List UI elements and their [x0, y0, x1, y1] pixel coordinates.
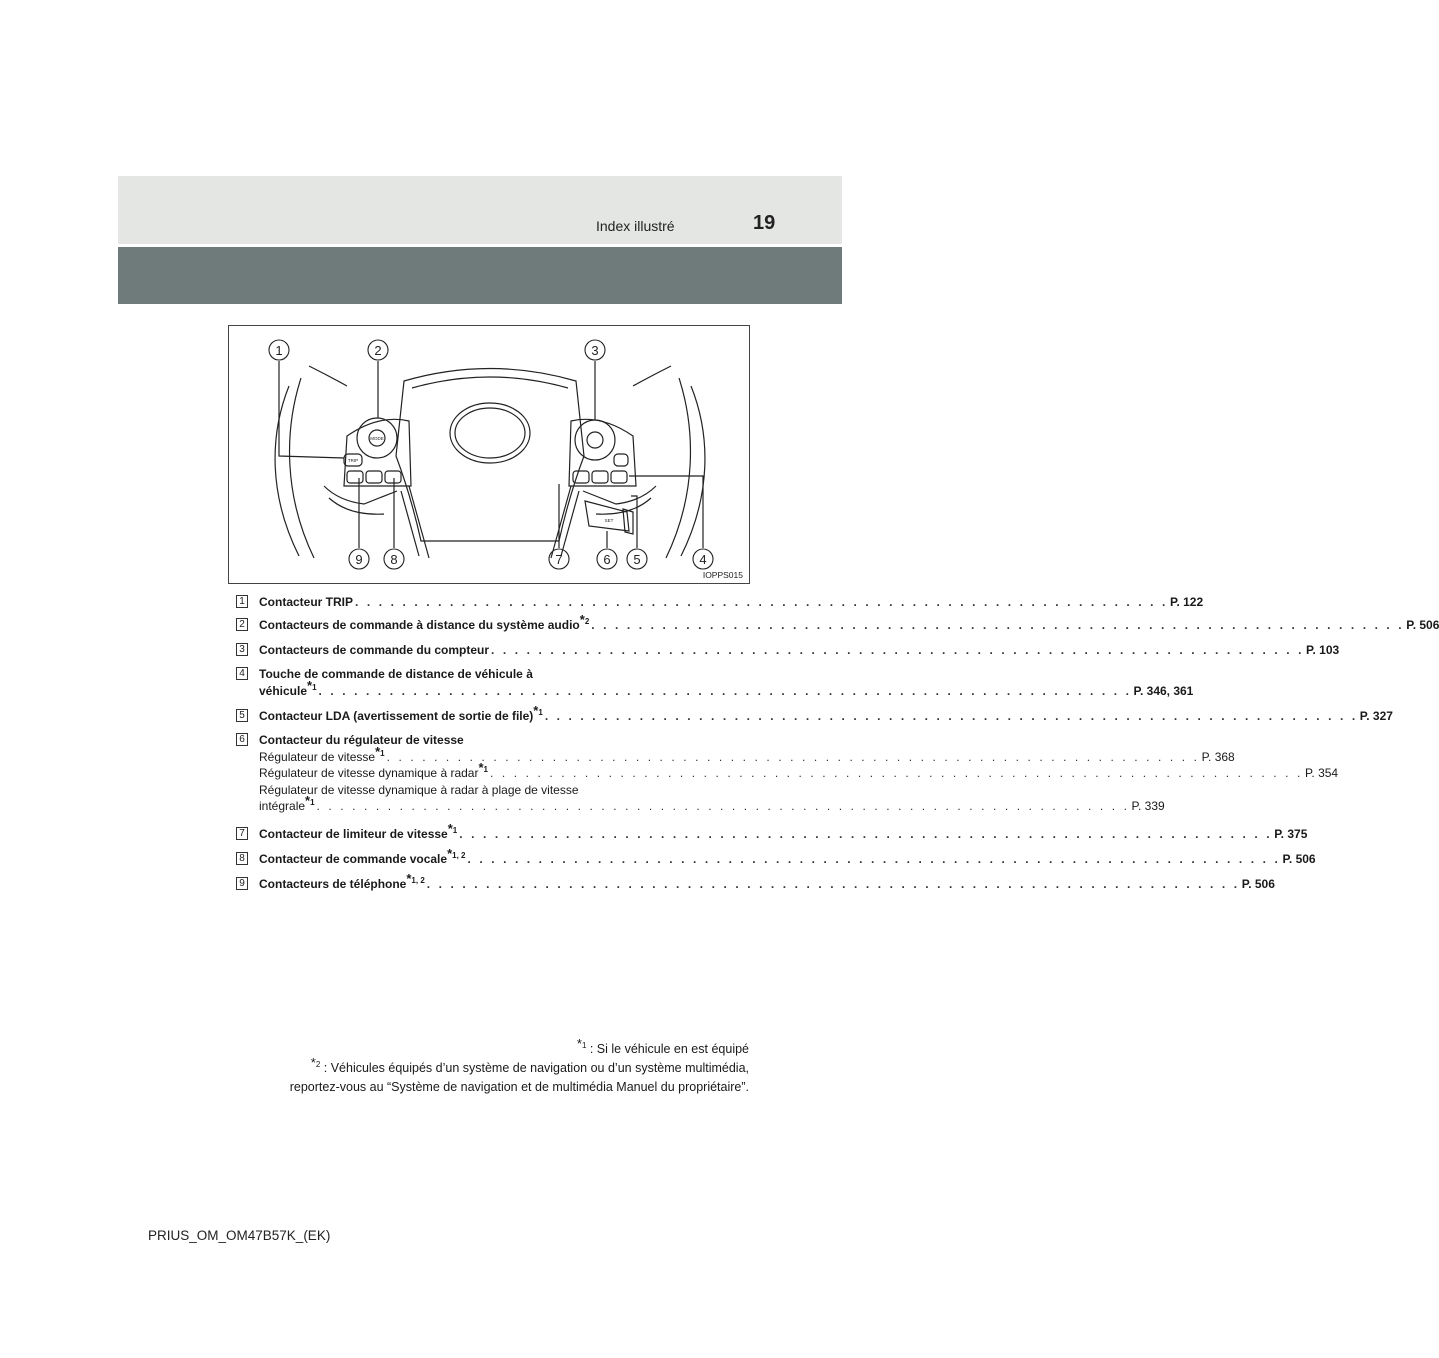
page-number: 19: [753, 212, 776, 234]
section-title: Index illustré: [596, 218, 675, 234]
callout-1: 1: [275, 343, 283, 358]
set-lever-label: SET: [604, 518, 614, 523]
footnote-2-continued: reportez-vous au “Système de navigation et de multimédia Manuel du propriétaire”.: [289, 1080, 749, 1094]
index-entry-3: 3 Contacteurs de commande du compteur . . . . . . . . . . . . . . . . . . . . . . . . . . . . . . . . . . . . . . . . . . . . . . . . . . . . . . . . . . . . . . . . . . . . . P. 103: [236, 642, 726, 659]
entry-number: 7: [236, 827, 248, 840]
entry-label: Contacteur TRIP: [259, 595, 354, 609]
entry-number: 5: [236, 709, 248, 722]
sub-entry-page-ref: P. 354: [1304, 766, 1339, 780]
callout-9: 9: [355, 552, 363, 567]
callout-8: 8: [390, 552, 398, 567]
sub-entry-page-ref: P. 339: [1131, 799, 1165, 813]
entry-label: Contacteur de commande vocale: [259, 852, 448, 866]
entry-label: Contacteurs de commande à distance du système audio: [259, 618, 580, 632]
index-entry-5: 5 Contacteur LDA (avertissement de sortie de file)$^{*1}$ . . . . . . . . . . . . . . . . . . . . . . . . . . . . . . . . . . . . . . . . . . . . . . . . . . . . . . . . . . . . . . . . . . . . . P. 327: [236, 708, 726, 725]
entry-page-ref: P. 122: [1169, 595, 1204, 609]
index-entry-9: 9 Contacteurs de téléphone$^{*1, 2}$ . . . . . . . . . . . . . . . . . . . . . . . . . . . . . . . . . . . . . . . . . . . . . . . . . . . . . . . . . . . . . . . . . . . . . P. 506: [236, 876, 726, 893]
entry-page-ref: P. 506: [1406, 618, 1439, 632]
callout-3: 3: [591, 343, 599, 358]
sub-entry-label-line1: Régulateur de vitesse dynamique à radar à plage de vitesse: [259, 782, 579, 797]
entry-number: 8: [236, 852, 248, 865]
header-dark-band: [118, 247, 842, 304]
entry-label: Contacteurs de téléphone: [259, 877, 407, 891]
callout-7: 7: [555, 552, 563, 567]
index-entry-2: 2 Contacteurs de commande à distance du système audio$^{*2}$ . . . . . . . . . . . . . . . . . . . . . . . . . . . . . . . . . . . . . . . . . . . . . . . . . . . . . . . . . . . . . . . . . . . . . P. 506: [236, 617, 726, 634]
entry-page-ref: P. 103: [1306, 643, 1340, 657]
entry-number: 3: [236, 643, 248, 656]
index-entry-7: 7 Contacteur de limiteur de vitesse$^{*1}$ . . . . . . . . . . . . . . . . . . . . . . . . . . . . . . . . . . . . . . . . . . . . . . . . . . . . . . . . . . . . . . . . . . . . . P. 375: [236, 826, 726, 843]
entry-number: 6: [236, 733, 248, 746]
sub-entry-label: Régulateur de vitesse: [259, 749, 376, 764]
entry-number: 9: [236, 877, 248, 890]
steering-wheel-drawing: [229, 326, 751, 585]
footnotes: [189, 1035, 749, 1097]
entry-label: Contacteur LDA (avertissement de sortie de file): [259, 709, 534, 723]
entry-label: Contacteurs de commande du compteur: [259, 643, 490, 657]
steering-wheel-illustration: [228, 325, 750, 584]
entry-number: 2: [236, 618, 248, 631]
entry-label-line1: Touche de commande de distance de véhicule à: [259, 667, 533, 681]
entry-page-ref: P. 506: [1282, 852, 1316, 866]
trip-button-label: TRIP: [347, 458, 359, 463]
entry-label: Contacteur du régulateur de vitesse: [259, 733, 464, 747]
index-entry-4: 4 Touche de commande de distance de véhicule à véhicule$^{*1}$ . . . . . . . . . . . . . . . . . . . . . . . . . . . . . . . . . . . . . . . . . . . . . . . . . . . . . . . . . . . . . . . . . . . . . P. 346, 361: [236, 666, 726, 699]
callout-4: 4: [699, 552, 707, 567]
entry-page-ref: P. 375: [1274, 827, 1308, 841]
index-entry-8: 8 Contacteur de commande vocale$^{*1, 2}$ . . . . . . . . . . . . . . . . . . . . . . . . . . . . . . . . . . . . . . . . . . . . . . . . . . . . . . . . . . . . . . . . . . . . . P. 506: [236, 851, 726, 868]
footnote-1: $^{*1}$ : Si le véhicule en est équipé: [576, 1035, 749, 1056]
sub-entry-page-ref: P. 368: [1201, 749, 1235, 764]
entry-page-ref: P. 327: [1359, 709, 1393, 723]
entry-number: 1: [236, 595, 248, 608]
entry-page-ref: P. 506: [1241, 877, 1275, 891]
index-entry-1: 1 Contacteur TRIP . . . . . . . . . . . . . . . . . . . . . . . . . . . . . . . . . . . . . . . . . . . . . . . . . . . . . . . . . . . . . . . . . . . . . P. 122: [236, 594, 726, 611]
entry-number: 4: [236, 667, 248, 680]
entry-label: Contacteur de limiteur de vitesse: [259, 827, 448, 841]
entry-label: véhicule: [259, 683, 308, 698]
index-entry-6: 6 Contacteur du régulateur de vitesse Régulateur de vitesse$^{*1}$ . . . . . . . . . . . . . . . . . . . . . . . . . . . . . . . . . . . . . . . . . . . . . . . . . . . . . . . . . . . . . . . . . . . . . P. 368 Régulateur de vitesse dynamique à radar$^{*1}$ . . . . . . . . . . . . . . . . . . . . . . . . . . . . . . . . . . . . . . . . . . . . . . . . . . . . . . . . . . . . . . . . . . . . . P. 354 Régulateur de vitesse dynamique à radar à plage de vitesse intégrale$^{*1}$ . . . . . . . . . . . . . . . . . . . . . . . . . . . . . . . . . . . . . . . . . . . . . . . . . . . . . . . . . . . . . . . . . . . . . P. 339: [236, 732, 726, 815]
sub-entry-label: intégrale: [259, 799, 306, 813]
callout-5: 5: [633, 552, 641, 567]
callout-6: 6: [603, 552, 611, 567]
figure-id: IOPPS015: [702, 570, 743, 580]
sub-entry-label: Régulateur de vitesse dynamique à radar: [259, 766, 479, 780]
footer-model-code: PRIUS_OM_OM47B57K_(EK): [148, 1228, 331, 1243]
entry-page-ref: P. 346, 361: [1133, 683, 1194, 698]
callout-2: 2: [374, 343, 382, 358]
mode-button-label: MODE: [370, 436, 384, 441]
footnote-2: $^{*2}$ : Véhicules équipés d’un système de navigation ou d’un système multimédia,: [310, 1054, 749, 1075]
header-band: [118, 176, 842, 244]
